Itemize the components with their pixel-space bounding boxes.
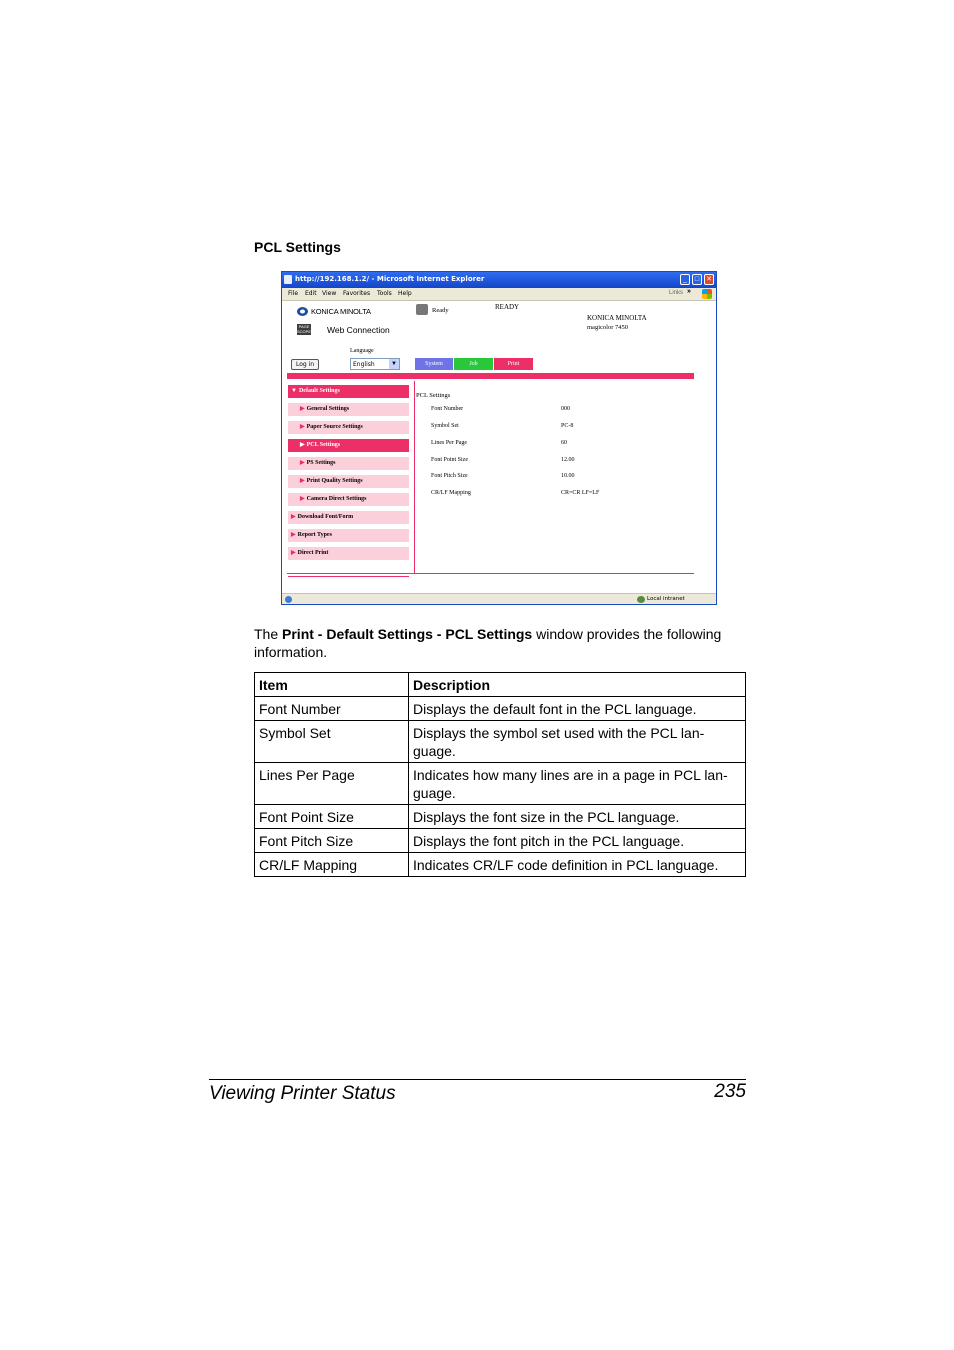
content-divider [414,381,415,573]
windows-logo-icon [702,289,712,299]
web-page [282,301,716,593]
sidebar-item-report-types[interactable]: ▶ Report Types [288,529,409,542]
description-cell: Displays the symbol set used with the PCL lan-guage. [409,721,746,763]
table-row [255,829,746,853]
footer-rule [209,1079,746,1080]
links-label[interactable]: Links [669,290,684,296]
table-row [255,697,746,721]
menu-view[interactable]: View [322,290,337,297]
description-cell: Indicates how many lines are in a page in PCL lan-guage. [409,763,746,805]
browser-screenshot [281,271,717,605]
sidebar-divider [288,576,409,577]
sidebar-item-ps-settings[interactable]: ▶ PS Settings [288,457,409,470]
header-divider [287,373,694,379]
item-cell: Font Pitch Size [255,829,409,853]
window-title: http://192.168.1.2/ - Microsoft Internet Explorer [295,275,485,283]
language-label: Language [350,348,374,354]
triangle-right-icon: ▶ [300,460,305,466]
page-number: 235 [714,1081,746,1102]
close-button[interactable]: ✕ [704,274,714,285]
setting-label: Font Number [431,406,464,412]
item-cell: CR/LF Mapping [255,853,409,877]
setting-label: CR/LF Mapping [431,490,471,496]
printer-icon [416,304,428,315]
model-brand: KONICA MINOLTA [587,314,647,322]
pagescope-logo-icon: PAGE SCOPE [297,324,312,334]
maximize-button[interactable]: □ [692,274,702,285]
model-name: magicolor 7450 [587,324,628,331]
menu-edit[interactable]: Edit [305,290,317,297]
column-header-description: Description [409,673,746,697]
table-row [255,763,746,805]
ie-page-icon [284,275,292,284]
description-cell: Displays the font pitch in the PCL language. [409,829,746,853]
minimize-button[interactable]: _ [680,274,690,285]
setting-label: Symbol Set [431,423,459,429]
language-select[interactable] [350,358,400,370]
content-title: PCL Settings [416,392,451,399]
triangle-right-icon: ▶ [291,550,296,556]
login-button[interactable]: Log in [291,359,319,370]
pagescope-label: Web Connection [327,325,390,335]
menu-help[interactable]: Help [398,290,412,297]
description-cell: Displays the default font in the PCL language. [409,697,746,721]
triangle-right-icon: ▶ [300,496,305,502]
setting-value: CR=CR LF=LF [561,490,600,496]
item-cell: Symbol Set [255,721,409,763]
printer-status: Ready [432,307,449,314]
sidebar-item-pcl-settings[interactable]: ▶ PCL Settings [288,439,409,452]
column-header-item: Item [255,673,409,697]
printer-status-code: READY [495,303,520,311]
triangle-right-icon: ▶ [291,514,296,520]
table-row [255,721,746,763]
status-bar [282,593,716,605]
menu-bar [282,288,716,301]
item-cell: Lines Per Page [255,763,409,805]
table-header-row [255,673,746,697]
sidebar-item-camera-direct-settings[interactable]: ▶ Camera Direct Settings [288,493,409,506]
sidebar-nav [287,383,411,583]
table-row [255,805,746,829]
sidebar-item-direct-print[interactable]: ▶ Direct Print [288,547,409,560]
setting-value: 12.00 [561,457,575,463]
page-done-icon [285,596,292,603]
sidebar-item-paper-source-settings[interactable]: ▶ Paper Source Settings [288,421,409,434]
footer-title: Viewing Printer Status [209,1083,396,1104]
tab-print[interactable]: Print [494,358,533,370]
tab-job[interactable]: Job [454,358,493,370]
intranet-icon [637,596,645,603]
triangle-right-icon: ▶ [300,478,305,484]
setting-label: Font Pitch Size [431,473,468,479]
setting-value: 60 [561,440,567,446]
sidebar-item-general-settings[interactable]: ▶ General Settings [288,403,409,416]
links-chevron-icon[interactable]: » [687,288,691,295]
security-zone-label: Local intranet [647,596,685,602]
item-cell: Font Number [255,697,409,721]
sidebar-item-print-quality-settings[interactable]: ▶ Print Quality Settings [288,475,409,488]
window-path: Print - Default Settings - PCL Settings [282,626,533,642]
triangle-right-icon: ▶ [300,442,305,448]
menu-favorites[interactable]: Favorites [343,290,371,297]
triangle-right-icon: ▶ [291,532,296,538]
konica-minolta-logo-icon [297,307,308,316]
window-titlebar [282,272,716,288]
triangle-right-icon: ▶ [300,424,305,430]
setting-label: Font Point Size [431,457,469,463]
sidebar-item-default-settings[interactable]: ▼ Default Settings [288,385,409,398]
menu-tools[interactable]: Tools [377,290,392,297]
triangle-down-icon: ▼ [291,388,297,394]
setting-value: PC-8 [561,423,574,429]
language-value: English [353,361,375,368]
tab-system[interactable]: System [415,358,453,370]
chevron-down-icon[interactable]: ▼ [389,359,399,369]
triangle-right-icon: ▶ [300,406,305,412]
sidebar-item-download-font-form[interactable]: ▶ Download Font/Form [288,511,409,524]
brand-name: KONICA MINOLTA [311,307,371,316]
settings-description-table [254,672,746,877]
section-heading: PCL Settings [254,239,341,255]
setting-value: 000 [561,406,570,412]
menu-file[interactable]: File [288,290,299,297]
description-cell: Displays the font size in the PCL language. [409,805,746,829]
item-cell: Font Point Size [255,805,409,829]
footer-divider [287,573,694,574]
description-cell: Indicates CR/LF code definition in PCL language. [409,853,746,877]
intro-paragraph: The Print - Default Settings - PCL Settings window provides the following information. [254,626,722,660]
setting-label: Lines Per Page [431,440,467,446]
setting-value: 10.00 [561,473,575,479]
table-row [255,853,746,877]
